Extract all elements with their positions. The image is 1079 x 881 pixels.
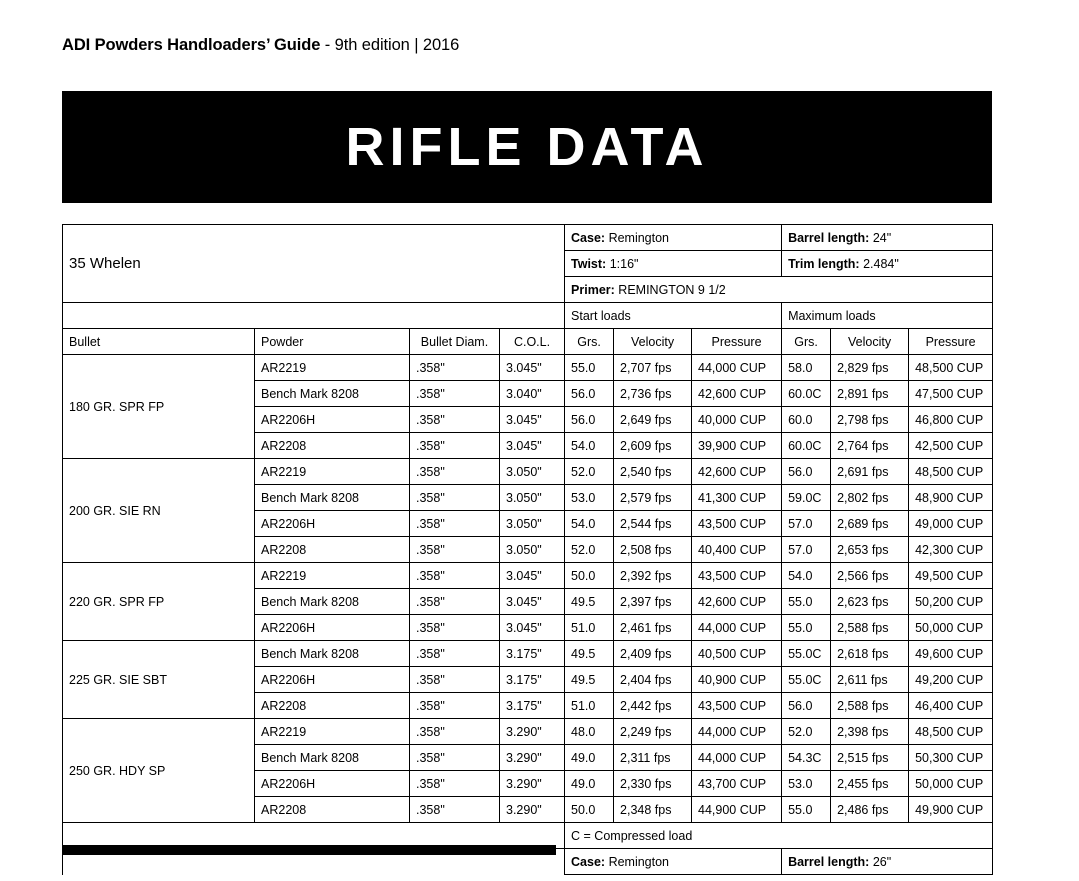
cell-start-velocity: 2,409 fps (614, 641, 692, 667)
cell-max-velocity: 2,691 fps (831, 459, 909, 485)
cell-bullet-diam: .358" (410, 511, 500, 537)
column-header-max-velocity: Velocity (831, 329, 909, 355)
cell-start-grs: 51.0 (565, 615, 614, 641)
cell-bullet-diam: .358" (410, 667, 500, 693)
column-header-bullet: Bullet (63, 329, 255, 355)
cell-start-velocity: 2,392 fps (614, 563, 692, 589)
cell-max-velocity: 2,829 fps (831, 355, 909, 381)
cell-powder: Bench Mark 8208 (255, 589, 410, 615)
cell-powder: Bench Mark 8208 (255, 381, 410, 407)
column-header-bullet-diam: Bullet Diam. (410, 329, 500, 355)
bullet-label: 225 GR. SIE SBT (63, 641, 255, 719)
column-header-max-grs: Grs. (782, 329, 831, 355)
cell-max-grs: 56.0 (782, 693, 831, 719)
cell-max-velocity: 2,689 fps (831, 511, 909, 537)
column-header-powder: Powder (255, 329, 410, 355)
bullet-label: 180 GR. SPR FP (63, 355, 255, 459)
guide-title: ADI Powders Handloaders’ Guide (62, 36, 321, 54)
cell-start-velocity: 2,649 fps (614, 407, 692, 433)
cell-start-grs: 49.5 (565, 641, 614, 667)
column-header-start-pressure: Pressure (692, 329, 782, 355)
cell-max-velocity: 2,611 fps (831, 667, 909, 693)
next-spec-case-value: Remington (608, 854, 670, 869)
cell-powder: AR2206H (255, 511, 410, 537)
column-header-max-pressure: Pressure (909, 329, 993, 355)
cell-max-velocity: 2,653 fps (831, 537, 909, 563)
cell-bullet-diam: .358" (410, 459, 500, 485)
next-spec-barrel-length (782, 849, 993, 875)
cell-powder: AR2208 (255, 797, 410, 823)
cell-max-grs: 55.0 (782, 589, 831, 615)
cell-max-velocity: 2,798 fps (831, 407, 909, 433)
table-row (63, 641, 993, 667)
cell-powder: AR2219 (255, 459, 410, 485)
cell-start-pressure: 40,000 CUP (692, 407, 782, 433)
spec-case-value: Remington (608, 230, 670, 245)
cell-start-pressure: 44,000 CUP (692, 355, 782, 381)
next-spec-case (565, 849, 782, 875)
cartridge-name: 35 Whelen (63, 225, 565, 303)
cell-start-velocity: 2,736 fps (614, 381, 692, 407)
cell-max-pressure: 42,500 CUP (909, 433, 993, 459)
cell-powder: AR2208 (255, 433, 410, 459)
cell-start-velocity: 2,404 fps (614, 667, 692, 693)
cell-col: 3.045" (500, 433, 565, 459)
cell-max-grs: 60.0C (782, 433, 831, 459)
cell-bullet-diam: .358" (410, 641, 500, 667)
cell-max-velocity: 2,398 fps (831, 719, 909, 745)
guide-edition: - 9th edition | 2016 (320, 36, 460, 54)
cell-col: 3.290" (500, 719, 565, 745)
cell-bullet-diam: .358" (410, 563, 500, 589)
cell-bullet-diam: .358" (410, 589, 500, 615)
cell-start-grs: 49.5 (565, 589, 614, 615)
cell-bullet-diam: .358" (410, 537, 500, 563)
column-header-start-grs: Grs. (565, 329, 614, 355)
cell-max-pressure: 49,900 CUP (909, 797, 993, 823)
cell-start-grs: 49.0 (565, 745, 614, 771)
cell-start-velocity: 2,609 fps (614, 433, 692, 459)
cell-col: 3.290" (500, 797, 565, 823)
cell-start-velocity: 2,579 fps (614, 485, 692, 511)
cell-powder: AR2206H (255, 615, 410, 641)
cell-start-pressure: 42,600 CUP (692, 459, 782, 485)
cell-start-velocity: 2,544 fps (614, 511, 692, 537)
cell-powder: Bench Mark 8208 (255, 745, 410, 771)
column-header-col: C.O.L. (500, 329, 565, 355)
cell-max-pressure: 49,600 CUP (909, 641, 993, 667)
cell-max-velocity: 2,802 fps (831, 485, 909, 511)
cell-max-pressure: 48,500 CUP (909, 459, 993, 485)
cell-bullet-diam: .358" (410, 381, 500, 407)
spec-barrel-length-value: 24" (872, 230, 892, 245)
cell-max-grs: 57.0 (782, 511, 831, 537)
group-header-maximum-loads: Maximum loads (782, 303, 993, 329)
cell-start-velocity: 2,348 fps (614, 797, 692, 823)
spec-case-label: Case: (571, 230, 606, 245)
cell-max-velocity: 2,623 fps (831, 589, 909, 615)
cell-start-pressure: 39,900 CUP (692, 433, 782, 459)
section-banner (62, 91, 992, 203)
cell-col: 3.045" (500, 563, 565, 589)
cell-powder: AR2219 (255, 563, 410, 589)
cell-start-pressure: 40,500 CUP (692, 641, 782, 667)
cell-start-pressure: 44,000 CUP (692, 745, 782, 771)
load-data-sheet (62, 224, 992, 875)
column-header-row (63, 329, 993, 355)
cell-start-velocity: 2,540 fps (614, 459, 692, 485)
cell-powder: AR2219 (255, 355, 410, 381)
cell-max-velocity: 2,618 fps (831, 641, 909, 667)
cell-start-grs: 54.0 (565, 433, 614, 459)
cell-start-velocity: 2,330 fps (614, 771, 692, 797)
footnote-compressed-load: C = Compressed load (565, 823, 993, 849)
group-header-blank (63, 303, 565, 329)
cell-max-grs: 57.0 (782, 537, 831, 563)
spec-primer (565, 277, 993, 303)
cell-start-grs: 50.0 (565, 563, 614, 589)
cell-start-grs: 54.0 (565, 511, 614, 537)
load-data-table (62, 224, 993, 875)
cell-col: 3.045" (500, 407, 565, 433)
cell-max-grs: 60.0C (782, 381, 831, 407)
next-spec-case-label: Case: (571, 854, 606, 869)
cell-col: 3.290" (500, 771, 565, 797)
cell-col: 3.175" (500, 667, 565, 693)
cell-start-pressure: 44,000 CUP (692, 615, 782, 641)
cell-max-pressure: 42,300 CUP (909, 537, 993, 563)
cell-bullet-diam: .358" (410, 797, 500, 823)
cell-start-grs: 55.0 (565, 355, 614, 381)
cell-max-pressure: 50,200 CUP (909, 589, 993, 615)
cell-col: 3.175" (500, 641, 565, 667)
cell-bullet-diam: .358" (410, 745, 500, 771)
cell-col: 3.290" (500, 745, 565, 771)
cell-max-pressure: 50,000 CUP (909, 615, 993, 641)
table-row (63, 355, 993, 381)
cell-max-grs: 56.0 (782, 459, 831, 485)
cell-start-velocity: 2,461 fps (614, 615, 692, 641)
table-row (63, 459, 993, 485)
cell-max-velocity: 2,486 fps (831, 797, 909, 823)
cell-start-pressure: 44,900 CUP (692, 797, 782, 823)
cell-start-pressure: 43,700 CUP (692, 771, 782, 797)
next-section-black-bar (62, 845, 556, 855)
bullet-label: 220 GR. SPR FP (63, 563, 255, 641)
cell-powder: AR2206H (255, 407, 410, 433)
section-banner-title: RIFLE DATA (345, 117, 709, 177)
cell-max-velocity: 2,588 fps (831, 615, 909, 641)
cell-max-grs: 54.0 (782, 563, 831, 589)
cell-max-pressure: 49,500 CUP (909, 563, 993, 589)
spec-row-1 (63, 225, 993, 251)
spec-barrel-length (782, 225, 993, 251)
cell-max-grs: 59.0C (782, 485, 831, 511)
cell-max-pressure: 48,500 CUP (909, 719, 993, 745)
cell-max-pressure: 47,500 CUP (909, 381, 993, 407)
cell-max-pressure: 50,000 CUP (909, 771, 993, 797)
spec-trim-length (782, 251, 993, 277)
cell-max-grs: 55.0 (782, 797, 831, 823)
group-header-row (63, 303, 993, 329)
cell-start-grs: 51.0 (565, 693, 614, 719)
cell-max-pressure: 50,300 CUP (909, 745, 993, 771)
column-header-start-velocity: Velocity (614, 329, 692, 355)
cell-start-velocity: 2,311 fps (614, 745, 692, 771)
cell-bullet-diam: .358" (410, 615, 500, 641)
cell-max-grs: 60.0 (782, 407, 831, 433)
bullet-label: 250 GR. HDY SP (63, 719, 255, 823)
cell-powder: Bench Mark 8208 (255, 641, 410, 667)
spec-case (565, 225, 782, 251)
next-spec-barrel-length-label: Barrel length: (788, 854, 870, 869)
spec-primer-label: Primer: (571, 282, 615, 297)
cell-powder: AR2208 (255, 537, 410, 563)
cell-max-pressure: 49,000 CUP (909, 511, 993, 537)
cell-start-pressure: 42,600 CUP (692, 381, 782, 407)
cell-max-grs: 58.0 (782, 355, 831, 381)
cell-max-grs: 55.0C (782, 641, 831, 667)
cell-start-pressure: 43,500 CUP (692, 693, 782, 719)
cell-start-velocity: 2,508 fps (614, 537, 692, 563)
cell-max-velocity: 2,764 fps (831, 433, 909, 459)
spec-primer-value: REMINGTON 9 1/2 (618, 282, 726, 297)
cell-start-grs: 53.0 (565, 485, 614, 511)
cell-bullet-diam: .358" (410, 693, 500, 719)
spec-twist-label: Twist: (571, 256, 607, 271)
cell-powder: AR2208 (255, 693, 410, 719)
cell-col: 3.050" (500, 537, 565, 563)
cell-max-grs: 53.0 (782, 771, 831, 797)
cell-col: 3.050" (500, 459, 565, 485)
cell-max-grs: 54.3C (782, 745, 831, 771)
cell-col: 3.045" (500, 355, 565, 381)
cell-start-grs: 56.0 (565, 407, 614, 433)
cell-bullet-diam: .358" (410, 719, 500, 745)
cell-col: 3.045" (500, 589, 565, 615)
cell-max-pressure: 48,900 CUP (909, 485, 993, 511)
next-spec-barrel-length-value: 26" (872, 854, 892, 869)
cell-max-velocity: 2,588 fps (831, 693, 909, 719)
spec-twist (565, 251, 782, 277)
cell-max-grs: 55.0 (782, 615, 831, 641)
cell-start-grs: 52.0 (565, 537, 614, 563)
cell-start-grs: 56.0 (565, 381, 614, 407)
cell-max-pressure: 49,200 CUP (909, 667, 993, 693)
cell-start-pressure: 41,300 CUP (692, 485, 782, 511)
cell-start-pressure: 42,600 CUP (692, 589, 782, 615)
cell-start-grs: 49.0 (565, 771, 614, 797)
cell-max-velocity: 2,455 fps (831, 771, 909, 797)
cell-max-grs: 55.0C (782, 667, 831, 693)
table-row (63, 719, 993, 745)
spec-twist-value: 1:16" (609, 256, 639, 271)
cell-max-velocity: 2,515 fps (831, 745, 909, 771)
spec-trim-length-value: 2.484" (863, 256, 899, 271)
spec-barrel-length-label: Barrel length: (788, 230, 870, 245)
cell-start-pressure: 40,400 CUP (692, 537, 782, 563)
cell-max-pressure: 46,400 CUP (909, 693, 993, 719)
cell-start-velocity: 2,249 fps (614, 719, 692, 745)
cell-max-velocity: 2,566 fps (831, 563, 909, 589)
cell-bullet-diam: .358" (410, 355, 500, 381)
cell-start-grs: 48.0 (565, 719, 614, 745)
table-row (63, 563, 993, 589)
cell-bullet-diam: .358" (410, 433, 500, 459)
cell-col: 3.045" (500, 615, 565, 641)
spec-trim-length-label: Trim length: (788, 256, 860, 271)
cell-start-grs: 50.0 (565, 797, 614, 823)
cell-powder: AR2206H (255, 771, 410, 797)
cell-start-grs: 52.0 (565, 459, 614, 485)
cell-start-pressure: 43,500 CUP (692, 563, 782, 589)
cell-bullet-diam: .358" (410, 407, 500, 433)
cell-start-pressure: 40,900 CUP (692, 667, 782, 693)
cell-bullet-diam: .358" (410, 485, 500, 511)
cell-start-grs: 49.5 (565, 667, 614, 693)
cell-max-velocity: 2,891 fps (831, 381, 909, 407)
cell-start-velocity: 2,397 fps (614, 589, 692, 615)
cell-powder: AR2219 (255, 719, 410, 745)
cell-start-pressure: 43,500 CUP (692, 511, 782, 537)
cell-start-velocity: 2,442 fps (614, 693, 692, 719)
cell-max-grs: 52.0 (782, 719, 831, 745)
page-header (62, 36, 459, 55)
bullet-label: 200 GR. SIE RN (63, 459, 255, 563)
cell-start-pressure: 44,000 CUP (692, 719, 782, 745)
cell-max-pressure: 48,500 CUP (909, 355, 993, 381)
group-header-start-loads: Start loads (565, 303, 782, 329)
cell-col: 3.050" (500, 485, 565, 511)
cell-powder: AR2206H (255, 667, 410, 693)
cell-bullet-diam: .358" (410, 771, 500, 797)
cell-start-velocity: 2,707 fps (614, 355, 692, 381)
cell-col: 3.175" (500, 693, 565, 719)
cell-max-pressure: 46,800 CUP (909, 407, 993, 433)
cell-col: 3.040" (500, 381, 565, 407)
cell-powder: Bench Mark 8208 (255, 485, 410, 511)
cell-col: 3.050" (500, 511, 565, 537)
